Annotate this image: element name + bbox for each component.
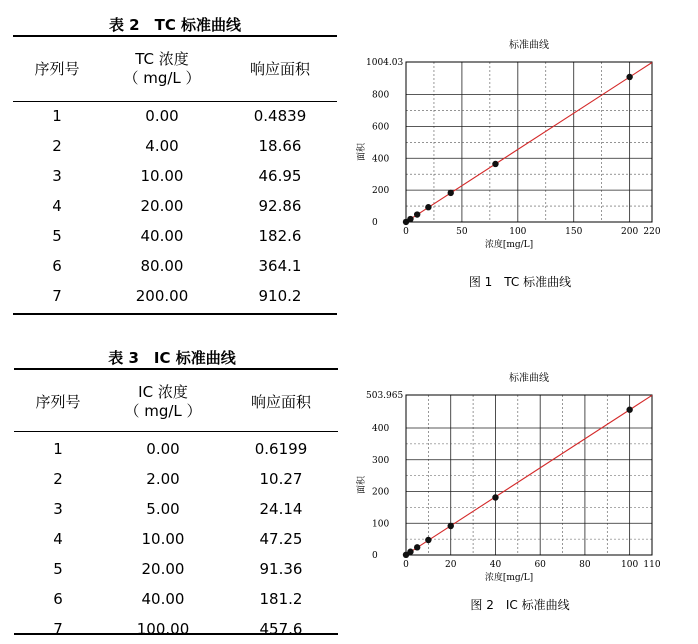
table-cell: 3: [52, 167, 62, 185]
table-cell: 5.00: [146, 500, 180, 518]
table-cell: 100.00: [136, 620, 190, 638]
tc-table: [13, 37, 337, 311]
y-axis-label: 面积: [357, 142, 367, 162]
data-point: [414, 211, 420, 217]
column-header: 序列号: [35, 392, 81, 411]
chart-title: 标准曲线: [509, 373, 549, 384]
table-header-row: [13, 37, 337, 101]
table-cell: 181.2: [259, 590, 303, 608]
table-cell: 20.00: [141, 560, 185, 578]
x-tick-label: 0: [403, 227, 409, 237]
table-row: [13, 251, 337, 281]
ic-calibration-chart: [350, 365, 690, 587]
x-tick-label: 110: [643, 560, 661, 570]
table-header-row: [14, 370, 338, 434]
table-cell: 40.00: [141, 590, 185, 608]
data-point: [626, 407, 632, 413]
tc-table-body: [13, 101, 337, 311]
x-tick-label: 50: [456, 227, 468, 237]
data-point: [626, 74, 632, 80]
y-tick-label: 800: [372, 90, 390, 101]
column-header: 响应面积: [250, 392, 311, 411]
table-cell: 2: [52, 137, 62, 155]
table-row: [14, 524, 338, 554]
fit-line: [406, 395, 652, 555]
table-cell: 1: [53, 440, 63, 458]
table-cell: 0.6199: [254, 440, 308, 458]
x-tick-label: 0: [403, 560, 409, 570]
table-row: [14, 464, 338, 494]
table-caption-ic: 表 3 IC 标准曲线: [108, 349, 236, 367]
table-row: [14, 554, 338, 584]
table-bottom-rule: [13, 313, 337, 315]
x-tick-label: 100: [621, 560, 639, 570]
data-point: [448, 523, 454, 529]
table-cell: 182.6: [258, 227, 302, 245]
table-row: [13, 221, 337, 251]
table-cell: 1: [52, 107, 62, 125]
y-tick-label: 0: [372, 551, 378, 561]
x-tick-label: 200: [621, 227, 639, 237]
table-cell: 91.36: [259, 560, 303, 578]
table-cell: 18.66: [258, 137, 302, 155]
table-cell: 2.00: [146, 470, 180, 488]
y-axis-label: 面积: [357, 475, 367, 495]
x-tick-label: 220: [643, 227, 661, 237]
data-point: [492, 161, 498, 167]
table-row: [14, 434, 338, 464]
table-cell: 4: [53, 530, 63, 548]
table-cell: 364.1: [258, 257, 302, 275]
x-axis-label: 浓度[mg/L]: [484, 240, 534, 250]
x-tick-label: 100: [509, 227, 527, 237]
table-row: [13, 101, 337, 131]
y-tick-label: 100: [372, 519, 390, 530]
table-cell: 2: [53, 470, 63, 488]
table-bottom-rule: [14, 633, 338, 635]
y-tick-label: 600: [372, 122, 390, 133]
data-point: [407, 216, 413, 222]
y-tick-label: 300: [372, 455, 390, 466]
table-cell: 5: [52, 227, 62, 245]
table-cell: 6: [52, 257, 62, 275]
column-header: 序列号: [34, 59, 80, 78]
table-cell: 47.25: [259, 530, 303, 548]
table-cell: 457.6: [259, 620, 303, 638]
table-header-rule: [13, 101, 337, 102]
table-header-rule: [14, 431, 338, 432]
x-tick-label: 20: [445, 560, 457, 570]
x-tick-label: 40: [489, 560, 502, 570]
table-row: [13, 131, 337, 161]
table-cell: 0.4839: [253, 107, 307, 125]
table-cell: 4.00: [145, 137, 179, 155]
column-header: TC 浓度 （ mg/L ）: [123, 50, 201, 87]
table-cell: 20.00: [140, 197, 184, 215]
figure-caption-tc: 图 1 TC 标准曲线: [468, 275, 572, 289]
x-tick-label: 150: [565, 227, 583, 237]
table-caption-tc: 表 2 TC 标准曲线: [108, 16, 242, 34]
table-cell: 46.95: [258, 167, 302, 185]
data-point: [414, 544, 420, 550]
table-cell: 0.00: [146, 440, 180, 458]
table-cell: 80.00: [140, 257, 184, 275]
table-cell: 4: [52, 197, 62, 215]
x-tick-label: 60: [534, 560, 546, 570]
y-tick-label: 200: [372, 186, 390, 197]
table-cell: 92.86: [258, 197, 302, 215]
y-tick-label: 0: [372, 218, 378, 228]
table-cell: 40.00: [140, 227, 184, 245]
table-row: [13, 191, 337, 221]
data-point: [425, 537, 431, 543]
data-point: [492, 494, 498, 500]
table-cell: 3: [53, 500, 63, 518]
table-cell: 24.14: [259, 500, 303, 518]
table-row: [14, 494, 338, 524]
table-cell: 10.00: [141, 530, 185, 548]
x-axis-label: 浓度[mg/L]: [484, 573, 534, 583]
column-header: 响应面积: [249, 59, 310, 78]
figure-caption-ic: 图 2 IC 标准曲线: [470, 598, 570, 612]
tc-calibration-chart: [350, 32, 690, 254]
table-row: [13, 161, 337, 191]
table-row: [14, 584, 338, 614]
ic-table-body: [14, 434, 338, 644]
data-point: [448, 190, 454, 196]
y-tick-label: 200: [372, 487, 390, 498]
table-row: [13, 281, 337, 311]
y-tick-label: 400: [372, 154, 390, 165]
table-cell: 5: [53, 560, 63, 578]
column-header: IC 浓度 （ mg/L ）: [124, 383, 202, 420]
table-cell: 7: [52, 287, 62, 305]
table-cell: 910.2: [258, 287, 302, 305]
ic-table: [14, 370, 338, 644]
table-cell: 7: [53, 620, 63, 638]
x-tick-label: 80: [579, 560, 591, 570]
data-point: [425, 204, 431, 210]
data-point: [407, 549, 413, 555]
table-cell: 0.00: [145, 107, 179, 125]
table-cell: 10.00: [140, 167, 184, 185]
y-tick-label: 400: [372, 424, 390, 435]
chart-title: 标准曲线: [509, 40, 549, 51]
table-cell: 200.00: [135, 287, 189, 305]
y-tick-label-top: 503.965: [366, 391, 404, 401]
table-cell: 10.27: [259, 470, 303, 488]
y-tick-label-top: 1004.03: [366, 58, 404, 68]
table-cell: 6: [53, 590, 63, 608]
